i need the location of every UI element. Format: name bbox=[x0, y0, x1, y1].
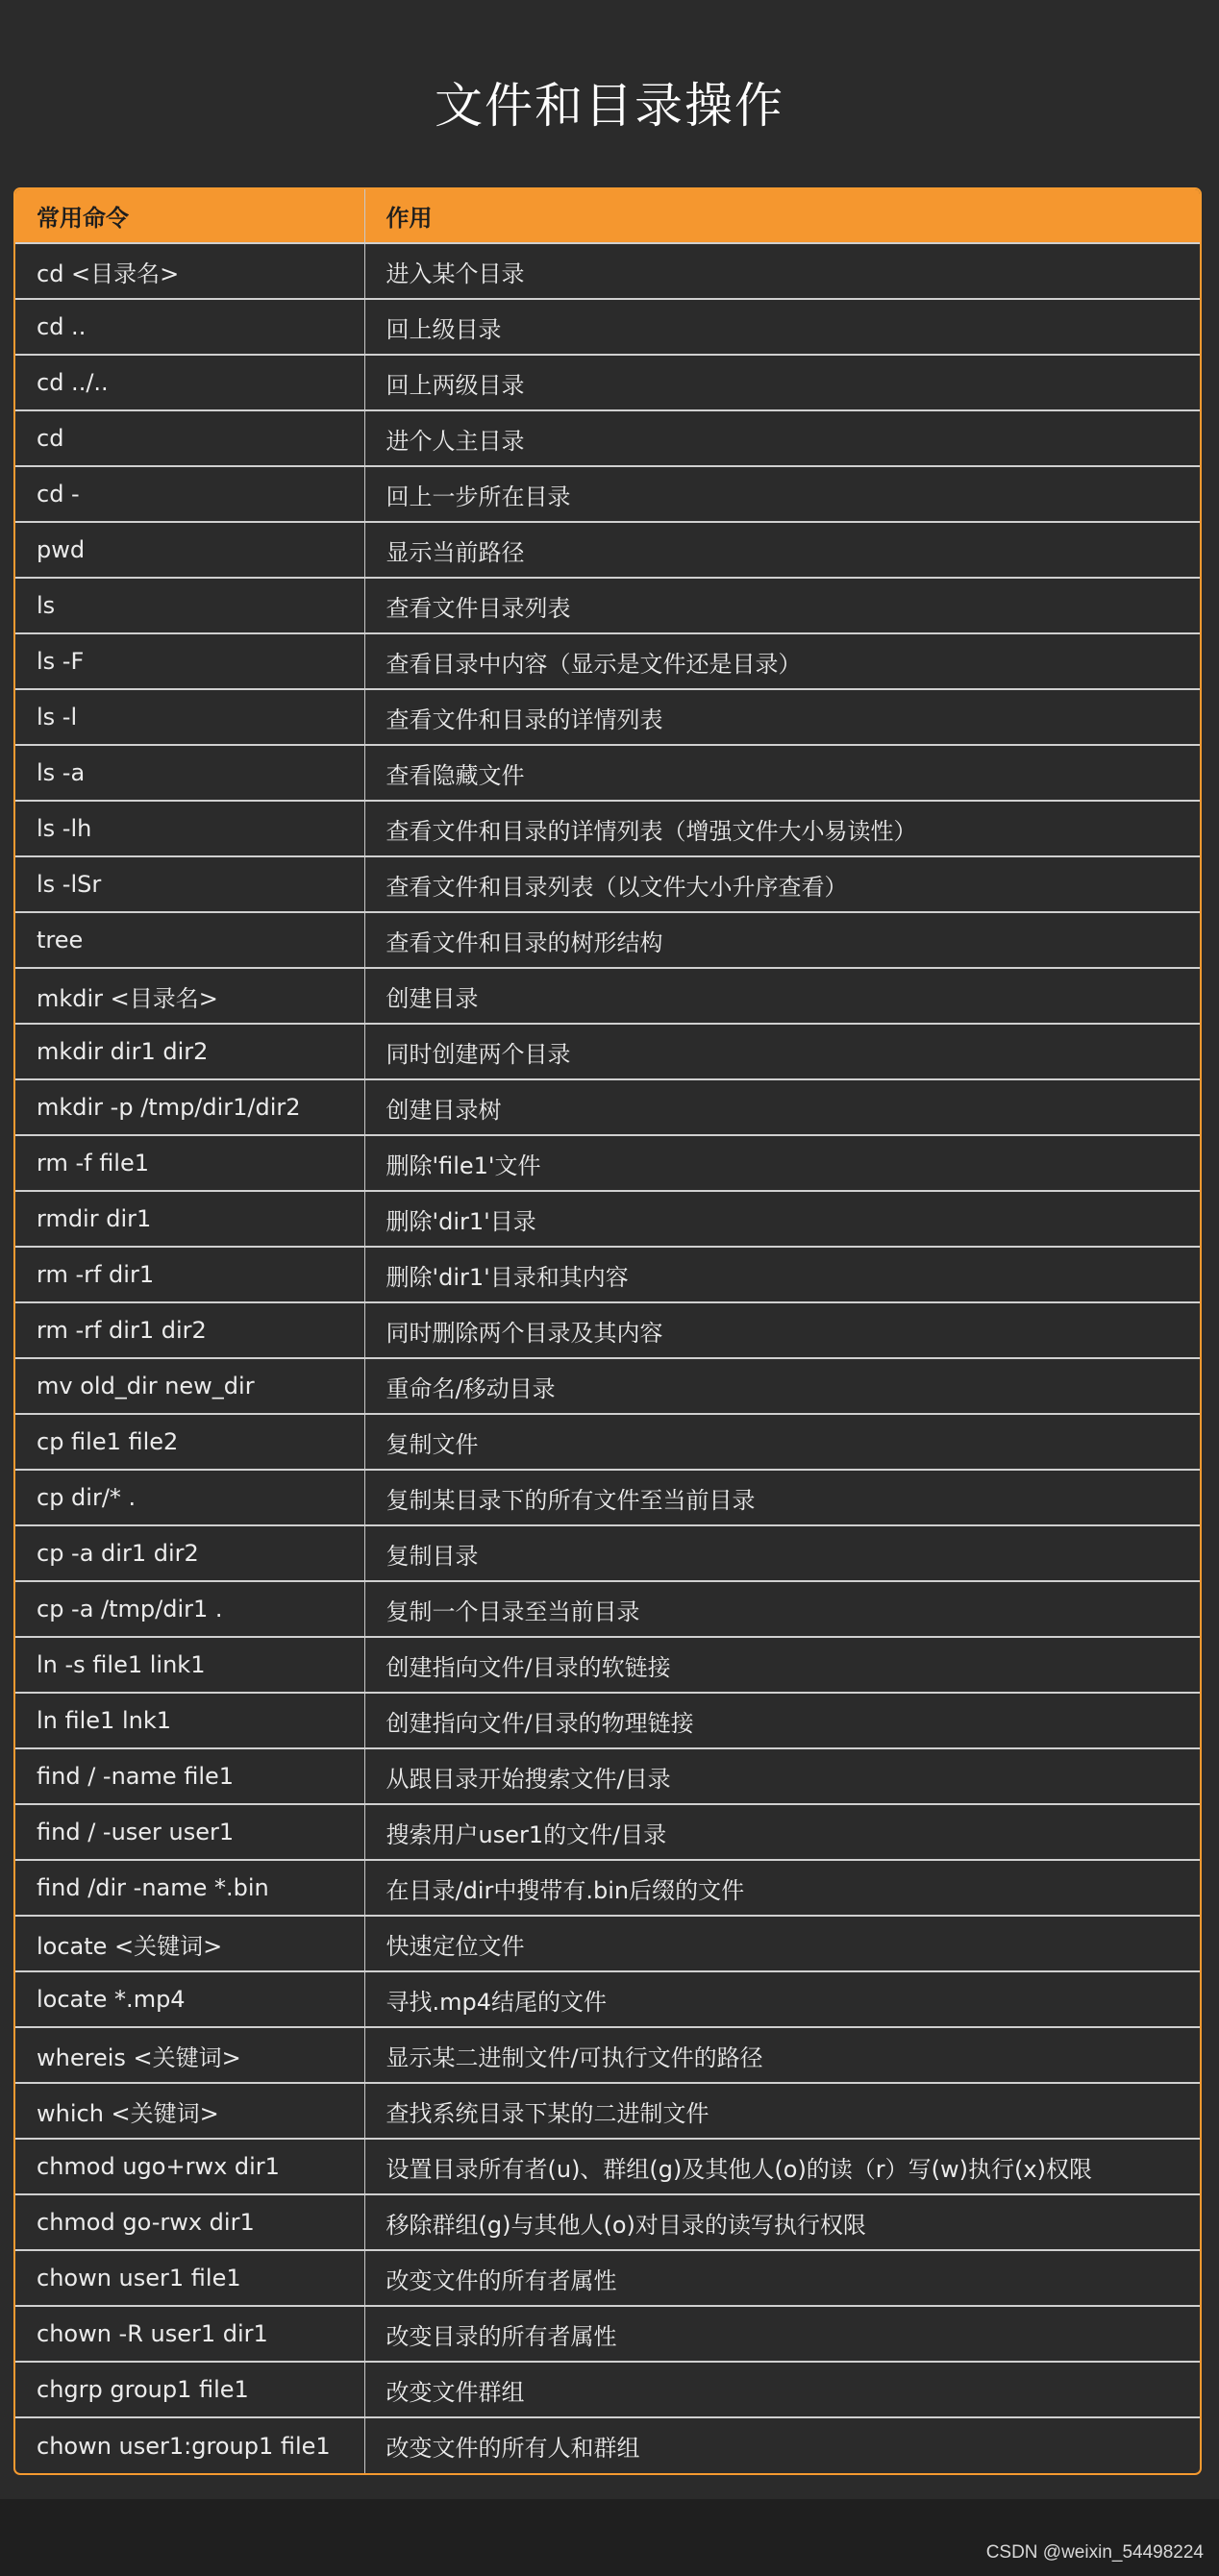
command-cell: locate *.mp4 bbox=[15, 1971, 364, 2027]
command-cell: locate <关键词> bbox=[15, 1916, 364, 1971]
table-row bbox=[15, 355, 1200, 410]
purpose-cell: 查找系统目录下某的二进制文件 bbox=[364, 2083, 1200, 2139]
purpose-cell: 改变目录的所有者属性 bbox=[364, 2306, 1200, 2362]
table-row bbox=[15, 1525, 1200, 1581]
command-cell: find / -name file1 bbox=[15, 1748, 364, 1804]
table-row bbox=[15, 466, 1200, 522]
table-row bbox=[15, 1247, 1200, 1302]
table-row bbox=[15, 410, 1200, 466]
table-row bbox=[15, 689, 1200, 745]
header-command: 常用命令 bbox=[15, 189, 364, 243]
purpose-cell: 同时创建两个目录 bbox=[364, 1024, 1200, 1079]
table-row bbox=[15, 2027, 1200, 2083]
command-cell: cp dir/* . bbox=[15, 1470, 364, 1525]
purpose-cell: 复制一个目录至当前目录 bbox=[364, 1581, 1200, 1637]
purpose-cell: 改变文件群组 bbox=[364, 2362, 1200, 2417]
purpose-cell: 回上两级目录 bbox=[364, 355, 1200, 410]
purpose-cell: 查看文件和目录的详情列表（增强文件大小易读性） bbox=[364, 801, 1200, 856]
page-title: 文件和目录操作 bbox=[435, 78, 784, 134]
command-cell: ls bbox=[15, 578, 364, 633]
purpose-cell: 查看目录中内容（显示是文件还是目录） bbox=[364, 633, 1200, 689]
command-table bbox=[15, 189, 1200, 2473]
table-row bbox=[15, 1748, 1200, 1804]
purpose-cell: 查看隐藏文件 bbox=[364, 745, 1200, 801]
footer bbox=[0, 2499, 1219, 2576]
command-cell: chmod ugo+rwx dir1 bbox=[15, 2139, 364, 2194]
table-row bbox=[15, 745, 1200, 801]
purpose-cell: 在目录/dir中搜带有.bin后缀的文件 bbox=[364, 1860, 1200, 1916]
purpose-cell: 复制某目录下的所有文件至当前目录 bbox=[364, 1470, 1200, 1525]
table-row bbox=[15, 1971, 1200, 2027]
table-row bbox=[15, 1637, 1200, 1693]
command-cell: chown -R user1 dir1 bbox=[15, 2306, 364, 2362]
command-cell: rm -rf dir1 bbox=[15, 1247, 364, 1302]
purpose-cell: 重命名/移动目录 bbox=[364, 1358, 1200, 1414]
table-row bbox=[15, 2194, 1200, 2250]
purpose-cell: 搜索用户user1的文件/目录 bbox=[364, 1804, 1200, 1860]
table-row bbox=[15, 243, 1200, 299]
table-row bbox=[15, 633, 1200, 689]
purpose-cell: 复制文件 bbox=[364, 1414, 1200, 1470]
table-row bbox=[15, 1693, 1200, 1748]
command-cell: ls -l bbox=[15, 689, 364, 745]
purpose-cell: 创建指向文件/目录的物理链接 bbox=[364, 1693, 1200, 1748]
command-cell: cd .. bbox=[15, 299, 364, 355]
purpose-cell: 删除'dir1'目录和其内容 bbox=[364, 1247, 1200, 1302]
header-purpose: 作用 bbox=[364, 189, 1200, 243]
command-cell: ls -lSr bbox=[15, 856, 364, 912]
purpose-cell: 快速定位文件 bbox=[364, 1916, 1200, 1971]
table-row bbox=[15, 2250, 1200, 2306]
table-row bbox=[15, 968, 1200, 1024]
command-cell: cp file1 file2 bbox=[15, 1414, 364, 1470]
command-cell: cp -a dir1 dir2 bbox=[15, 1525, 364, 1581]
command-cell: rmdir dir1 bbox=[15, 1191, 364, 1247]
purpose-cell: 寻找.mp4结尾的文件 bbox=[364, 1971, 1200, 2027]
command-cell: ln file1 lnk1 bbox=[15, 1693, 364, 1748]
table-row bbox=[15, 1024, 1200, 1079]
purpose-cell: 回上一步所在目录 bbox=[364, 466, 1200, 522]
purpose-cell: 删除'file1'文件 bbox=[364, 1135, 1200, 1191]
purpose-cell: 进个人主目录 bbox=[364, 410, 1200, 466]
command-cell: which <关键词> bbox=[15, 2083, 364, 2139]
watermark: CSDN @weixin_54498224 bbox=[985, 2542, 1204, 2563]
purpose-cell: 查看文件和目录列表（以文件大小升序查看） bbox=[364, 856, 1200, 912]
purpose-cell: 创建目录 bbox=[364, 968, 1200, 1024]
command-table-container bbox=[13, 187, 1202, 2475]
command-cell: mv old_dir new_dir bbox=[15, 1358, 364, 1414]
purpose-cell: 查看文件和目录的树形结构 bbox=[364, 912, 1200, 968]
table-row bbox=[15, 1358, 1200, 1414]
command-cell: mkdir dir1 dir2 bbox=[15, 1024, 364, 1079]
table-row bbox=[15, 299, 1200, 355]
command-cell: chgrp group1 file1 bbox=[15, 2362, 364, 2417]
purpose-cell: 从跟目录开始搜索文件/目录 bbox=[364, 1748, 1200, 1804]
command-cell: ls -F bbox=[15, 633, 364, 689]
purpose-cell: 进入某个目录 bbox=[364, 243, 1200, 299]
table-row bbox=[15, 856, 1200, 912]
command-cell: chown user1 file1 bbox=[15, 2250, 364, 2306]
command-cell: cd - bbox=[15, 466, 364, 522]
table-row bbox=[15, 1860, 1200, 1916]
command-cell: cd bbox=[15, 410, 364, 466]
purpose-cell: 复制目录 bbox=[364, 1525, 1200, 1581]
purpose-cell: 创建目录树 bbox=[364, 1079, 1200, 1135]
table-row bbox=[15, 1191, 1200, 1247]
table-row bbox=[15, 578, 1200, 633]
table-row bbox=[15, 2362, 1200, 2417]
purpose-cell: 查看文件和目录的详情列表 bbox=[364, 689, 1200, 745]
purpose-cell: 删除'dir1'目录 bbox=[364, 1191, 1200, 1247]
table-row bbox=[15, 1079, 1200, 1135]
command-cell: chown user1:group1 file1 bbox=[15, 2417, 364, 2473]
purpose-cell: 创建指向文件/目录的软链接 bbox=[364, 1637, 1200, 1693]
table-row bbox=[15, 1804, 1200, 1860]
table-body bbox=[15, 243, 1200, 2473]
purpose-cell: 移除群组(g)与其他人(o)对目录的读写执行权限 bbox=[364, 2194, 1200, 2250]
table-row bbox=[15, 1916, 1200, 1971]
table-row bbox=[15, 2306, 1200, 2362]
table-row bbox=[15, 1414, 1200, 1470]
purpose-cell: 显示当前路径 bbox=[364, 522, 1200, 578]
table-row bbox=[15, 1135, 1200, 1191]
table-row bbox=[15, 1470, 1200, 1525]
purpose-cell: 设置目录所有者(u)、群组(g)及其他人(o)的读（r）写(w)执行(x)权限 bbox=[364, 2139, 1200, 2194]
purpose-cell: 查看文件目录列表 bbox=[364, 578, 1200, 633]
table-row bbox=[15, 522, 1200, 578]
purpose-cell: 回上级目录 bbox=[364, 299, 1200, 355]
table-row bbox=[15, 1581, 1200, 1637]
command-cell: mkdir -p /tmp/dir1/dir2 bbox=[15, 1079, 364, 1135]
command-cell: mkdir <目录名> bbox=[15, 968, 364, 1024]
command-cell: chmod go-rwx dir1 bbox=[15, 2194, 364, 2250]
purpose-cell: 同时删除两个目录及其内容 bbox=[364, 1302, 1200, 1358]
command-cell: find / -user user1 bbox=[15, 1804, 364, 1860]
command-cell: ls -a bbox=[15, 745, 364, 801]
command-cell: cd <目录名> bbox=[15, 243, 364, 299]
command-cell: ln -s file1 link1 bbox=[15, 1637, 364, 1693]
table-row bbox=[15, 2417, 1200, 2473]
table-row bbox=[15, 2083, 1200, 2139]
command-cell: ls -lh bbox=[15, 801, 364, 856]
command-cell: whereis <关键词> bbox=[15, 2027, 364, 2083]
table-row bbox=[15, 1302, 1200, 1358]
table-row bbox=[15, 801, 1200, 856]
command-cell: cp -a /tmp/dir1 . bbox=[15, 1581, 364, 1637]
command-cell: find /dir -name *.bin bbox=[15, 1860, 364, 1916]
purpose-cell: 改变文件的所有人和群组 bbox=[364, 2417, 1200, 2473]
command-cell: rm -f file1 bbox=[15, 1135, 364, 1191]
command-cell: rm -rf dir1 dir2 bbox=[15, 1302, 364, 1358]
table-row bbox=[15, 2139, 1200, 2194]
command-cell: tree bbox=[15, 912, 364, 968]
table-row bbox=[15, 912, 1200, 968]
command-cell: pwd bbox=[15, 522, 364, 578]
purpose-cell: 显示某二进制文件/可执行文件的路径 bbox=[364, 2027, 1200, 2083]
command-cell: cd ../.. bbox=[15, 355, 364, 410]
purpose-cell: 改变文件的所有者属性 bbox=[364, 2250, 1200, 2306]
table-header-row bbox=[15, 189, 1200, 243]
